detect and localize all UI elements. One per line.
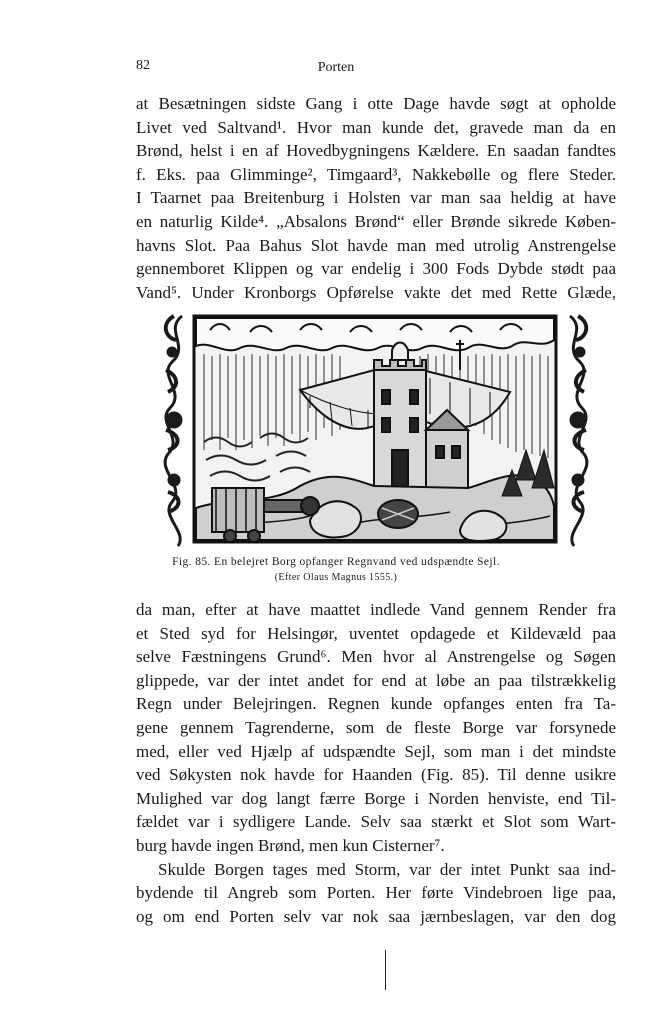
text-line: f. Eks. paa Glimminge², Timgaard³, Nakkebølle og flere Steder. [136,164,616,184]
caption-text: Fig. 85. En belejret Borg opfanger Regnvand ved udspændte Sejl. [172,556,500,568]
text-line: bydende til Angreb som Porten. Her førte Vindebroen lige paa, [136,883,616,903]
page-number: 82 [136,58,150,73]
caption-credit: (Efter Olaus Magnus 1555.) [274,572,398,583]
text-line: fældet var i sydligere Lande. Selv saa stærkt et Slot som Wart- [136,812,616,832]
text-line: Livet ved Saltvand¹. Hvor man kunde det, gravede man da en [136,117,616,137]
text-line: havns Slot. Paa Bahus Slot havde man med utrolig Anstrengelse [136,235,616,255]
text-line: Brønd, helst i en af Hovedbygningens Kældere. En saadan fandtes [136,141,616,161]
text-line: selve Fæstningens Grund⁶. Men hvor al Anstrengelse og Søgen [136,647,616,667]
text-line: et Sted syd for Helsingør, uventet opdagede et Kildevæld paa [136,623,616,643]
text-line: gennemboret Klippen og var endelig i 300 Fods Dybde stødt paa [136,259,616,279]
text-line: ved Søkysten nok havde for Haanden (Fig. 85). Til denne usikre [136,765,616,785]
water-barrel [378,500,418,528]
text-line: Regn under Belejringen. Regnen kunde opfanges enten fra Ta- [136,694,616,714]
text-line: med, eller ved Hjælp af udspændte Sejl, som man i det mindste [136,741,616,761]
paragraph-2 [136,598,616,928]
clouds [196,318,554,350]
woodcut-illustration [160,310,592,550]
text-line: at Besætningen sidste Gang i otte Dage havde søgt at opholde [136,94,616,113]
text-line: da man, efter at have maattet indlede Vand gennem Render fra [136,600,616,619]
left-ornament [165,316,182,546]
text-line: Skulde Borgen tages med Storm, var der intet Punkt saa ind- [158,859,616,879]
text-line: I Taarnet paa Breitenburg i Holsten var man saa heldig at have [136,188,616,208]
figure-caption [0,555,672,585]
text-line: en naturlig Kilde⁴. „Absalons Brønd“ eller Brønde sikrede Køben- [136,211,616,231]
text-line: burg havde ingen Brønd, men kun Cisterner⁷. [136,835,445,855]
text-line: Mulighed var dog langt færre Borge i Norden henviste, end Til- [136,788,616,808]
besieged-castle-woodcut [160,310,592,550]
text-line: glippede, var der intet andet for end at løbe an paa tilstrækkelig [136,670,616,690]
paragraph-1 [136,92,616,304]
text-line: Vand⁵. Under Kronborgs Opførelse vakte det med Rette Glæde, [136,282,616,302]
right-ornament [570,316,587,546]
running-title: Porten [317,60,355,75]
text-line: og om end Porten selv var nok saa jærnbeslagen, var den dog [136,906,616,926]
margin-mark [385,950,386,990]
text-line: gene gennem Tagrenderne, som de fleste Borge var forsynede [136,717,616,737]
